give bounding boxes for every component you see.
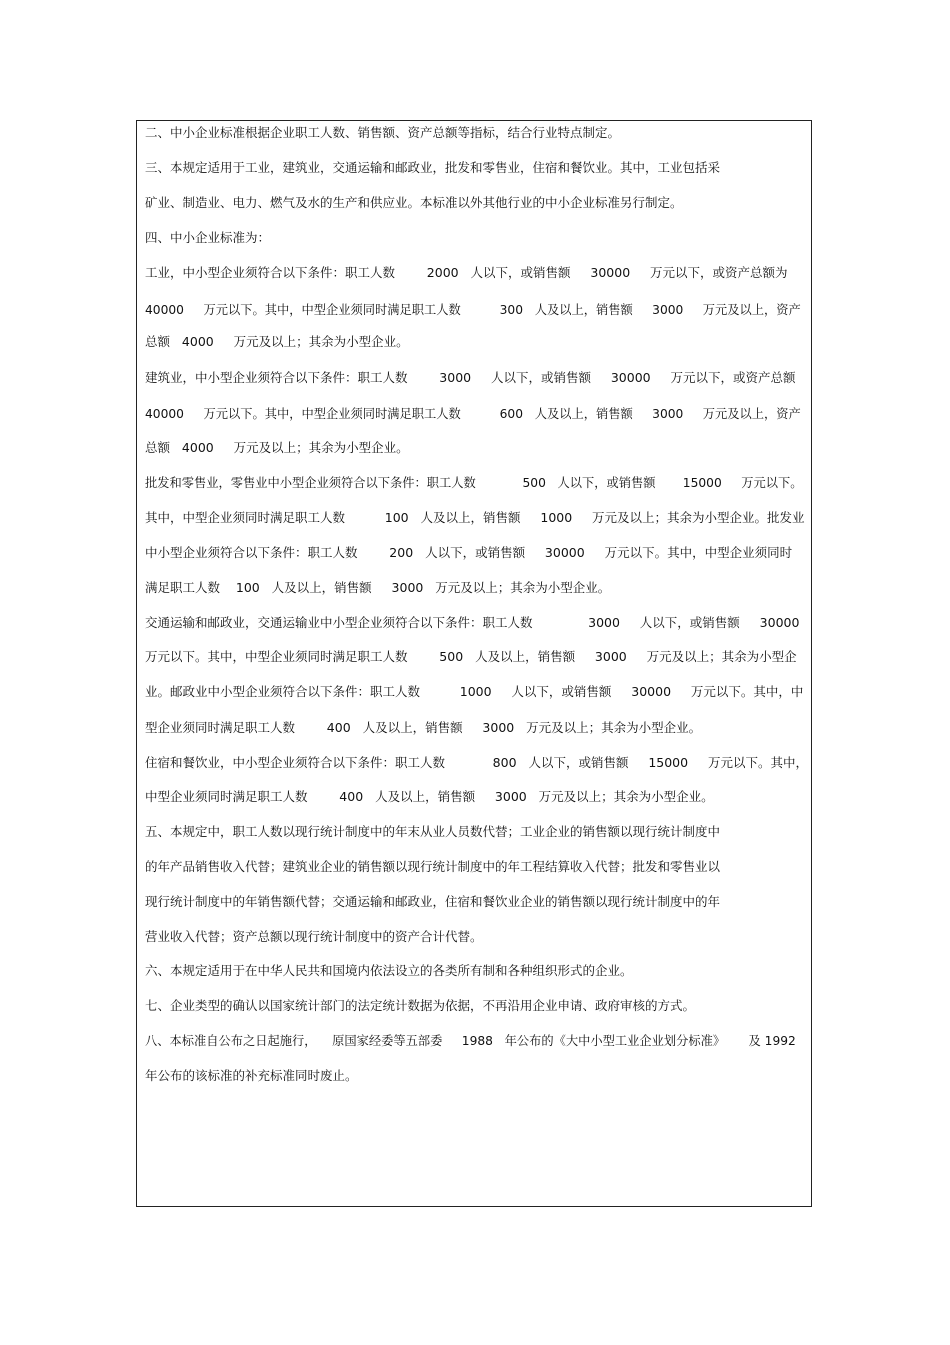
text-line: 其中，中型企业须同时满足职工人数 100 人及以上，销售额 1000 万元及以上；其余为小型企业。批发业: [145, 510, 805, 525]
text-line: 交通运输和邮政业，交通运输业中小型企业须符合以下条件：职工人数 3000 人以下，或销售额 30000: [145, 615, 800, 630]
text-line: 中型企业须同时满足职工人数 400 人及以上，销售额 3000 万元及以上；其余为小型企业。: [145, 789, 714, 804]
text-line: 四、中小企业标准为：: [145, 230, 271, 245]
text-line: 中小型企业须符合以下条件：职工人数 200 人以下，或销售额 30000 万元以下。其中，中型企业须同时: [145, 545, 793, 560]
text-line: 批发和零售业，零售业中小型企业须符合以下条件：职工人数 500 人以下，或销售额 15000 万元以下。: [145, 476, 803, 490]
text-line: 二、中小企业标准根据企业职工人数、销售额、资产总额等指标，结合行业特点制定。: [145, 125, 621, 140]
text-line: 40000 万元以下。其中，中型企业须同时满足职工人数 600 人及以上，销售额 3000 万元及以上，资产: [145, 407, 801, 421]
text-line: 总额 4000 万元及以上；其余为小型企业。: [145, 440, 409, 455]
text-line: 满足职工人数 100 人及以上，销售额 3000 万元及以上；其余为小型企业。: [145, 580, 611, 595]
text-line: 矿业、制造业、电力、燃气及水的生产和供应业。本标准以外其他行业的中小企业标准另行制定。: [145, 195, 683, 210]
text-line: 住宿和餐饮业，中小型企业须符合以下条件：职工人数 800 人以下，或销售额 15000 万元以下。其中，: [145, 755, 808, 770]
text-line: 总额 4000 万元及以上；其余为小型企业。: [145, 334, 409, 349]
text-line: 三、本规定适用于工业，建筑业，交通运输和邮政业，批发和零售业，住宿和餐饮业。其中，工业包括采: [145, 160, 721, 175]
text-line: 六、本规定适用于在中华人民共和国境内依法设立的各类所有制和各种组织形式的企业。: [145, 963, 633, 978]
text-line: 型企业须同时满足职工人数 400 人及以上，销售额 3000 万元及以上；其余为小型企业。: [145, 720, 702, 735]
text-line: 万元以下。其中，中型企业须同时满足职工人数 500 人及以上，销售额 3000 万元及以上；其余为小型企: [145, 649, 797, 664]
text-line: 工业，中小型企业须符合以下条件：职工人数 2000 人以下，或销售额 30000 万元以下，或资产总额为: [145, 265, 788, 280]
text-line: 建筑业，中小型企业须符合以下条件：职工人数 3000 人以下，或销售额 30000 万元以下，或资产总额: [145, 370, 796, 385]
text-line: 八、本标准自公布之日起施行， 原国家经委等五部委 1988 年公布的《大中小型工业企业划分标准》 及 1992: [145, 1034, 796, 1048]
text-line: 营业收入代替；资产总额以现行统计制度中的资产合计代替。: [145, 929, 483, 944]
text-line: 五、本规定中，职工人数以现行统计制度中的年末从业人员数代替；工业企业的销售额以现行统计制度中: [145, 824, 721, 839]
text-line: 年公布的该标准的补充标准同时废止。: [145, 1068, 358, 1083]
text-line: 业。邮政业中小型企业须符合以下条件：职工人数 1000 人以下，或销售额 30000 万元以下。其中，中: [145, 684, 804, 699]
text-line: 的年产品销售收入代替；建筑业企业的销售额以现行统计制度中的年工程结算收入代替；批发和零售业以: [145, 859, 721, 874]
text-line: 七、企业类型的确认以国家统计部门的法定统计数据为依据，不再沿用企业申请、政府审核的方式。: [145, 998, 696, 1013]
text-line: 现行统计制度中的年销售额代替；交通运输和邮政业，住宿和餐饮业企业的销售额以现行统计制度中的年: [145, 894, 721, 909]
text-line: 40000 万元以下。其中，中型企业须同时满足职工人数 300 人及以上，销售额 3000 万元及以上，资产: [145, 303, 801, 317]
